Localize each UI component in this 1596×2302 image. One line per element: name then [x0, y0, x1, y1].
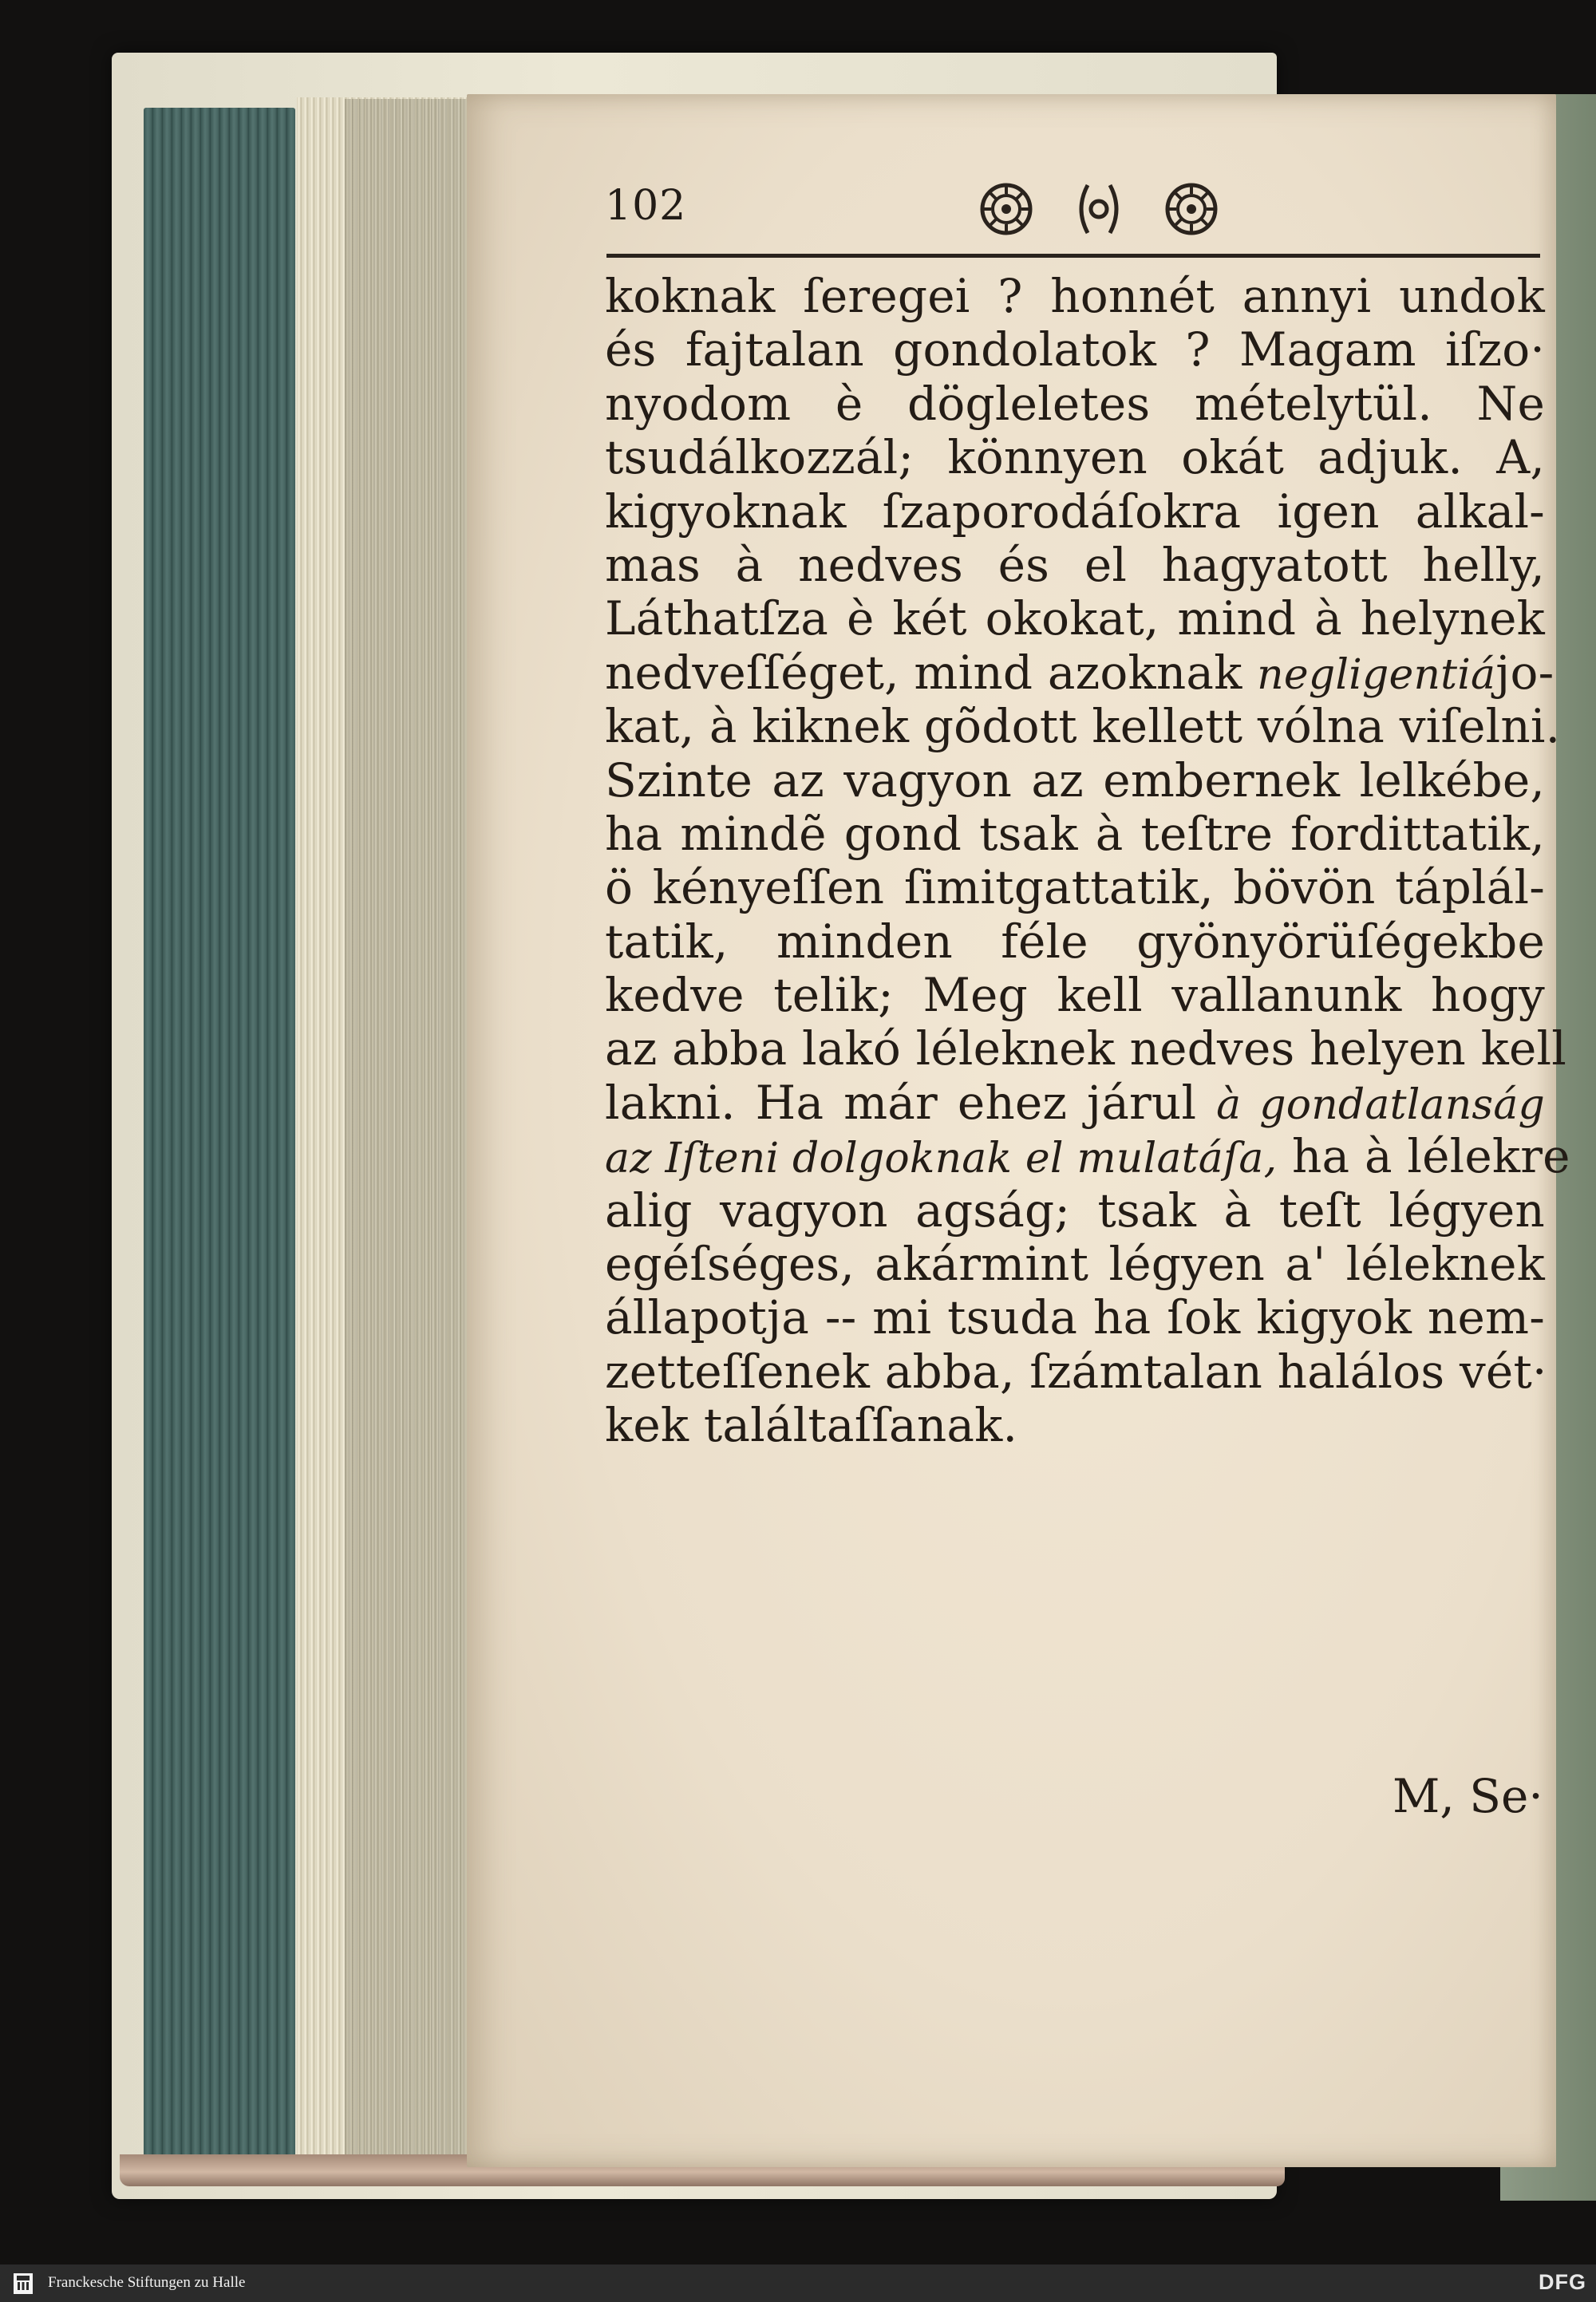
italic-text: negligentiá: [1257, 650, 1496, 699]
institution-logo-icon: [11, 2272, 35, 2296]
text-line: [605, 1345, 1545, 1399]
funder-logo: DFG: [1539, 2270, 1586, 2294]
text-segment: mas à nedves és el hagyatott helly,: [605, 537, 1545, 592]
text-segment: az abba lakó léleknek nedves helyen kell: [605, 1021, 1566, 1076]
text-line: [605, 645, 1555, 700]
footer-bar: [0, 2264, 1596, 2302]
text-segment: zetteſſenek abba, ſzámtalan halálos vét·: [605, 1344, 1547, 1399]
catchword: M, Se·: [1393, 1769, 1543, 1823]
text-line: [605, 807, 1545, 861]
text-line: [605, 754, 1545, 807]
text-line: [605, 861, 1545, 914]
circle-dot-icon: [1081, 185, 1116, 233]
text-line: [605, 592, 1545, 646]
text-segment: állapotja -- mi tsuda ha ſok kigyok nem-: [605, 1290, 1545, 1345]
text-segment: lakni. Ha már ehez járul: [605, 1075, 1217, 1130]
page-number: 102: [605, 182, 687, 230]
text-segment: ha à lélekre: [1277, 1129, 1570, 1184]
text-segment: és fajtalan gondolatok ? Magam iſzo·: [605, 322, 1545, 377]
text-line: [605, 915, 1545, 969]
text-segment: tatik, minden féle gyönyörüſégekbe: [605, 914, 1545, 969]
text-line: [605, 270, 1545, 323]
text-line: [605, 1291, 1545, 1344]
italic-text: à gondatlanság: [1216, 1080, 1546, 1129]
institution-name: Franckesche Stiftungen zu Halle: [48, 2274, 246, 2291]
text-segment: kat, à kiknek gõdott kellett vólna viſelni.: [605, 699, 1561, 754]
text-segment: alig vagyon agság; tsak à teſt légyen: [605, 1183, 1545, 1238]
header-ornament: [962, 177, 1233, 241]
rosette-icon: [982, 185, 1030, 233]
text-segment: nedveſſéget, mind azoknak: [605, 645, 1258, 700]
text-line: [605, 485, 1545, 539]
text-line: [605, 1399, 1545, 1452]
text-line: [605, 323, 1545, 377]
text-line: [605, 1238, 1545, 1291]
text-line: [605, 969, 1545, 1022]
italic-text: az Iſteni dolgoknak el mulatáſa,: [605, 1135, 1278, 1183]
text-segment: ha mindẽ gond tsak à teſtre fordittatik,: [605, 806, 1545, 861]
text-line: [605, 539, 1545, 592]
text-segment: kigyoknak ſzaporodáſokra igen alkal-: [605, 484, 1545, 539]
text-line: [605, 1076, 1545, 1130]
header-rule: [606, 254, 1540, 258]
text-segment: kek találtaſſanak.: [605, 1398, 1018, 1453]
rosette-icon: [1167, 185, 1215, 233]
text-segment: jo-: [1495, 645, 1555, 700]
text-line: [605, 1129, 1570, 1184]
text-segment: kedve telik; Meg kell vallanunk hogy: [605, 968, 1545, 1023]
page-text: [605, 269, 1570, 1453]
text-segment: Láthatſza è két okokat, mind à helynek: [605, 591, 1545, 646]
page-stack-shadow: [345, 99, 485, 2167]
colored-page-edge: [144, 108, 295, 2166]
text-segment: nyodom è dögleletes mételytül. Ne: [605, 376, 1545, 431]
text-line: [605, 431, 1545, 484]
text-line: [605, 699, 1561, 754]
text-line: [605, 377, 1545, 431]
text-line: [605, 1021, 1566, 1076]
text-segment: tsudálkozzál; könnyen okát adjuk. A,: [605, 430, 1545, 485]
text-segment: Szinte az vagyon az embernek lelkébe,: [605, 752, 1545, 807]
text-segment: koknak ſeregei ? honnét annyi undok: [605, 269, 1545, 323]
text-segment: egéſséges, akármint légyen a' léleknek: [605, 1237, 1545, 1292]
text-segment: ö kényeſſen ſimitgattatik, bövön táplál-: [605, 860, 1545, 915]
text-line: [605, 1184, 1545, 1238]
